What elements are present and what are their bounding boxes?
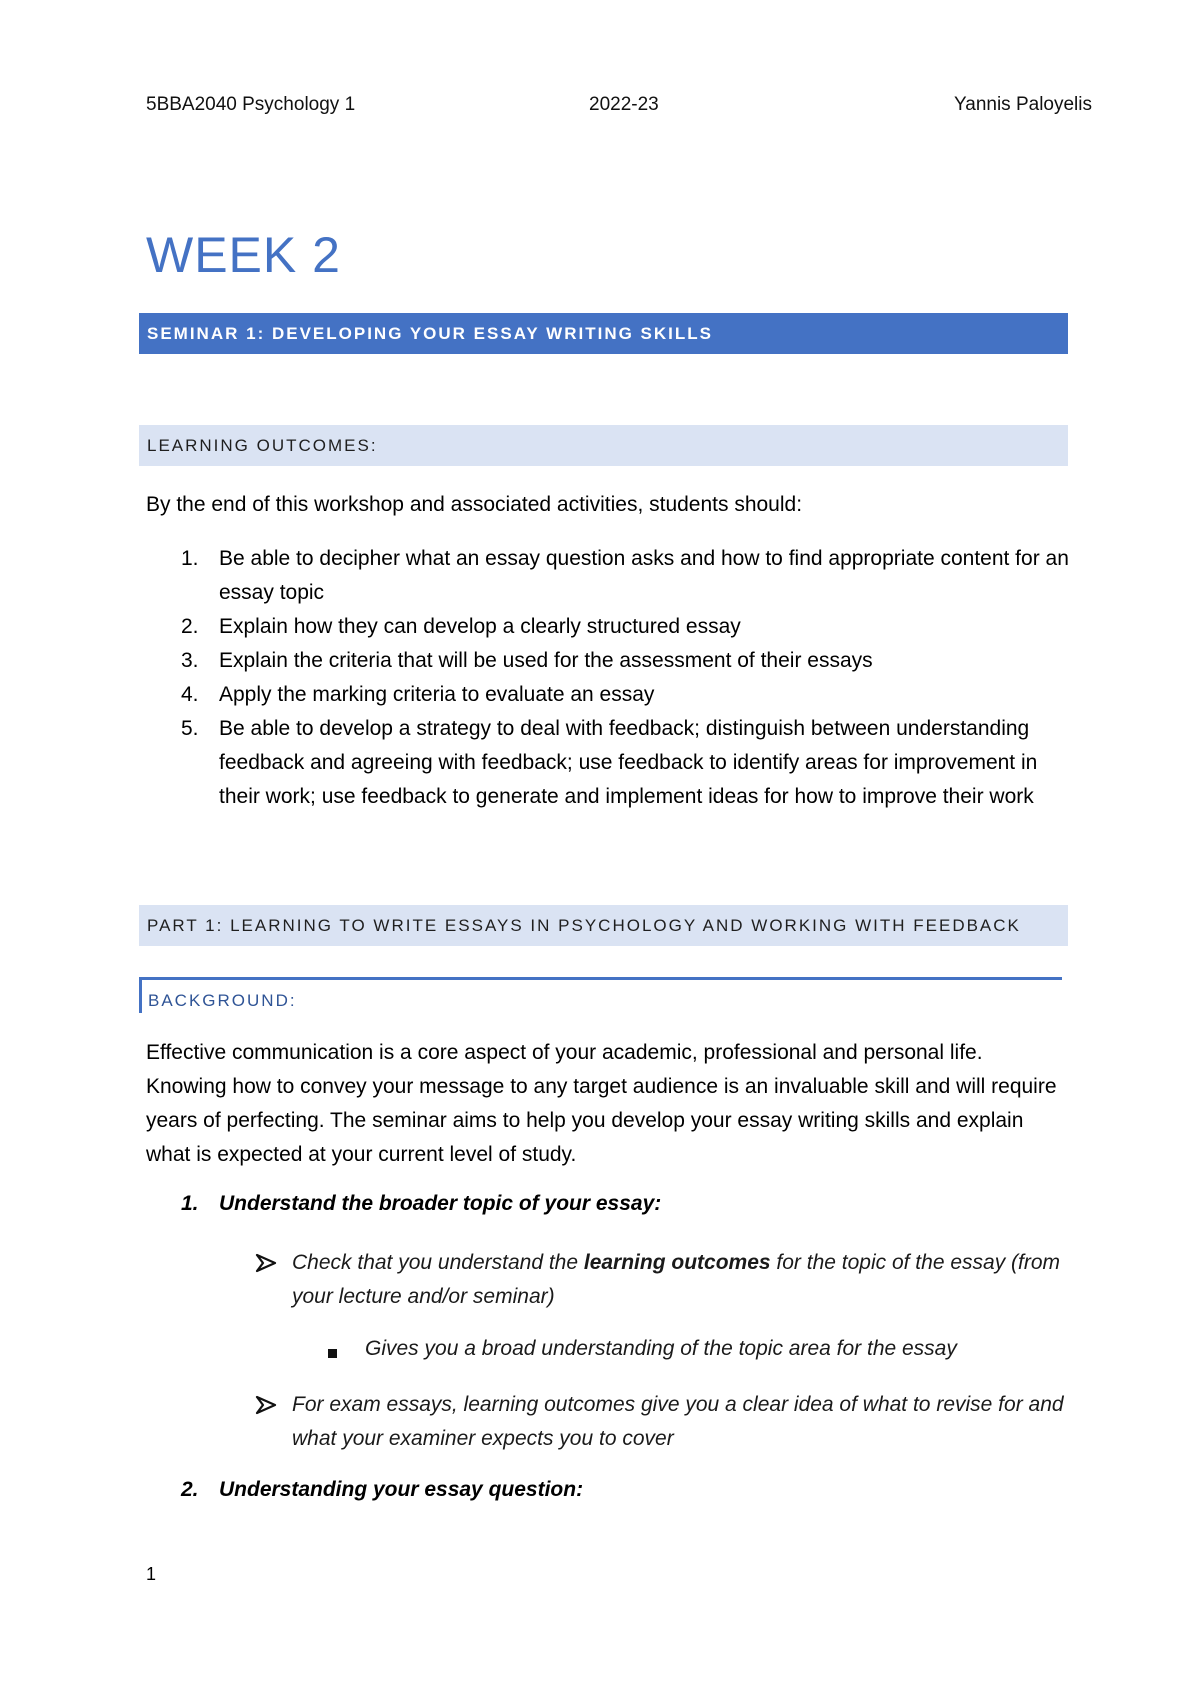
list-item <box>146 678 1076 712</box>
background-heading: BACKGROUND: <box>139 977 1062 1013</box>
step-title: Understanding your essay question: <box>219 1478 584 1501</box>
list-item <box>146 610 1076 644</box>
list-text: Be able to develop a strategy to deal with feedback; distinguish between understanding feedback and agreeing with feedback; use feedback to identify areas for improvement in their work; use feedback to generate and implement ideas for how to improve their work <box>219 717 1038 808</box>
list-number: 4. <box>181 683 199 706</box>
arrow-bullet-icon <box>255 1246 277 1285</box>
bullet-text-before: Check that you understand the <box>292 1251 584 1274</box>
learning-outcomes-band <box>139 425 1068 466</box>
list-number: 3. <box>181 649 199 672</box>
list-text: Apply the marking criteria to evaluate an essay <box>219 683 655 706</box>
bullet-text: For exam essays, learning outcomes give you a clear idea of what to revise for and what your examiner expects you to cover <box>292 1393 1064 1450</box>
arrow-bullet-icon <box>255 1388 277 1427</box>
background-paragraph: Effective communication is a core aspect of your academic, professional and personal life. Knowing how to convey your message to any target audience is an invaluable skill and will require years of perfecting. The seminar aims to help you develop your essay writing skills and explain what is expected at your current level of study. <box>146 1041 1057 1166</box>
header-course: 5BBA2040 Psychology 1 <box>146 94 356 115</box>
arrow-bullet-item <box>255 1246 1065 1314</box>
list-item <box>146 542 1076 610</box>
bullet-text-bold: learning outcomes <box>583 1251 771 1274</box>
header-year: 2022-23 <box>589 94 659 115</box>
seminar-heading: SEMINAR 1: DEVELOPING YOUR ESSAY WRITING SKILLS <box>147 323 713 343</box>
sub-bullet-text: Gives you a broad understanding of the topic area for the essay <box>365 1337 957 1360</box>
page-title: WEEK 2 <box>146 227 341 283</box>
list-number: 5. <box>181 717 199 740</box>
part1-heading-band <box>139 905 1068 946</box>
seminar-heading-band <box>139 313 1068 354</box>
list-text: Explain how they can develop a clearly structured essay <box>219 615 741 638</box>
list-text: Explain the criteria that will be used for the assessment of their essays <box>219 649 873 672</box>
arrow-bullet-item <box>255 1388 1065 1456</box>
list-number: 1. <box>181 547 199 570</box>
learning-outcomes-heading: LEARNING OUTCOMES: <box>147 435 378 455</box>
header-author: Yannis Paloyelis <box>953 94 1092 115</box>
part1-heading: PART 1: LEARNING TO WRITE ESSAYS IN PSYCHOLOGY AND WORKING WITH FEEDBACK <box>147 915 1021 935</box>
page-number: 1 <box>146 1564 157 1584</box>
list-text: Be able to decipher what an essay question asks and how to find appropriate content for an essay topic <box>219 547 1069 604</box>
bullet-text-after: for the topic of the essay (from your lecture and/or seminar) <box>292 1251 1061 1308</box>
list-item <box>146 644 1076 678</box>
list-number: 2. <box>181 615 199 638</box>
step-number: 2. <box>181 1478 199 1501</box>
step-number: 1. <box>181 1192 199 1215</box>
step-title: Understand the broader topic of your essay: <box>219 1192 662 1215</box>
learning-outcomes-list <box>146 542 1076 814</box>
list-item <box>146 712 1076 814</box>
learning-outcomes-intro: By the end of this workshop and associated activities, students should: <box>146 493 803 516</box>
square-bullet-icon <box>328 1349 337 1358</box>
